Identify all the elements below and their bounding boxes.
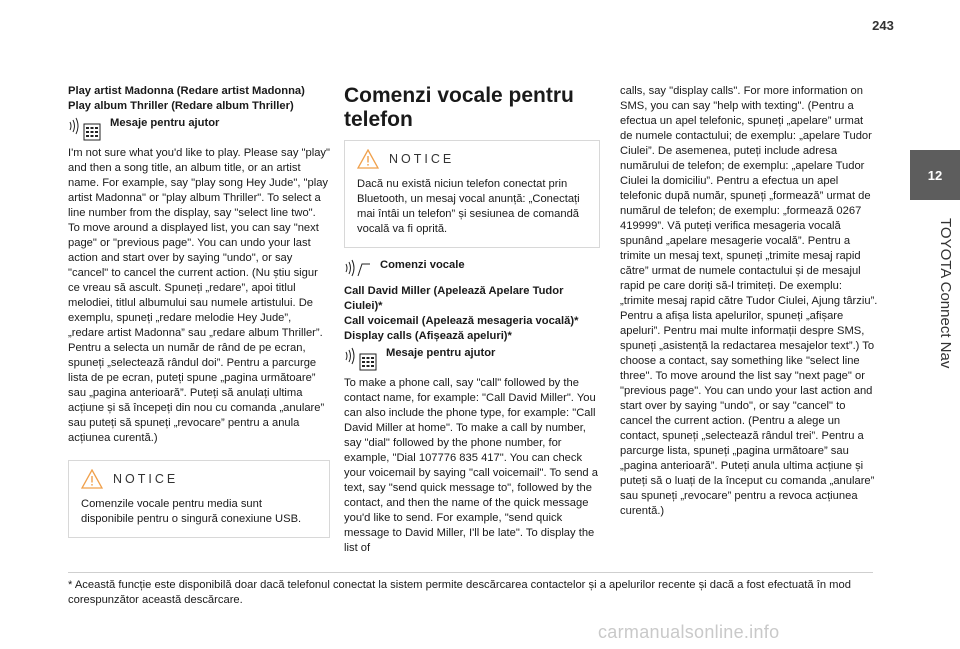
warning-icon: [81, 469, 103, 489]
notice-label: NOTICE: [389, 151, 455, 166]
voice-help-icon: [68, 116, 104, 142]
help-messages-label: Mesaje pentru ajutor: [386, 347, 496, 359]
help-message-text: I'm not sure what you'd like to play. Please say "play" and then a song title, an album title, or an artist name. For example, say "play song Hey Jude", "play artist Madonna" or "play album Thriller". To select a line number from the display, say "select line two". To move around a displayed list, you can say "next page" or "previous page". You can undo your last action and start over by saying "undo", or say "cancel" to cancel the current action. (Nu știu sigur ce vreau să ascult. Spuneți „redare”, apoi titlul melodiei, titlul albumului sau numele artistului. De exemplu, spuneți „redare melodie Hey Jude”, „redare artist Madonna” sau „redare album Thriller”. Pentru a selecta un număr de rând de pe ecran, spuneți „selectează rândul doi”. Pentru a parcurge lista de pe ecran, puteți spune „pagina următoare” sau „pagina anterioară”. Puteți să anulați ultima acțiune și să începeți din nou cu comanda „anulare” sau puteți să spuneți „revocare” pentru a anula acțiunea curentă.): [68, 147, 330, 444]
voice-help-icon: [344, 346, 380, 372]
column-2: [344, 84, 600, 556]
help-messages-row: [68, 116, 330, 142]
voice-commands-row: [344, 258, 600, 280]
voice-command: Play album Thriller (Redare album Thriller): [68, 100, 294, 112]
watermark: carmanualsonline.info: [598, 622, 780, 642]
section-heading: Comenzi vocale pentru telefon: [344, 84, 574, 131]
footnote-divider: [68, 572, 873, 573]
voice-command: Call David Miller (Apelează Apelare Tudor Ciulei)*: [344, 285, 564, 312]
column-1: [68, 84, 330, 538]
voice-command: Display calls (Afișează apeluri)*: [344, 330, 512, 342]
voice-command: Call voicemail (Apelează mesageria vocală)*: [344, 315, 579, 327]
page-number: 243: [872, 18, 894, 33]
notice-label: NOTICE: [113, 471, 179, 486]
column-3: [620, 84, 878, 519]
voice-icon: [344, 258, 374, 280]
voice-command: Play artist Madonna (Redare artist Madonna): [68, 85, 305, 97]
chapter-title-text: TOYOTA Connect Nav: [937, 218, 954, 369]
notice-text: Comenzile vocale pentru media sunt disponibile pentru o singură conexiune USB.: [81, 498, 302, 525]
help-message-text-continued: calls, say "display calls". For more information on SMS, you can say "help with texting". (Pentru a efectua un apel telefonic, spuneți „apelare” urmat de numele contactului; de exemplu: „apelare Tudor Ciulei”. De asemenea, puteți include adresa numărului de telefon; de exemplu: „apelare Tudor Ciulei la domiciliu”. Pentru a efectua un apel telefonic după număr, spuneți „formează” urmat de numărul de telefon; de exemplu: „formează 0267 419999”. Vă puteți verifica mesageria vocală spunând „apelare mesagerie vocală”. Pentru a trimite un mesaj text, spuneți „trimite mesaj rapid către” urmat de numele contactului și de mesajul rapid pe care doriți să-l trimiteți. De exemplu: „trimite mesaj rapid către Tudor Ciulei, Ajung târziu”. Pentru a afișa lista apelurilor, spuneți „afișare apeluri”. Pentru mai multe informații despre SMS, spuneți „asistență la redactarea mesajelor text”.) To choose a contact, say something like "select line three". To move around the list say "next page" or "previous page". You can undo your last action and start over by saying "undo", or say "cancel" to cancel the current action. (Pentru a alege un contact, spuneți „selectează rândul trei”. Pentru a parcurge lista, spuneți „pagina următoare” sau „pagina anterioară”. Puteți anula ultima acțiune și puteți să o luați de la început cu comanda „anulare” sau spuneți „revocare” pentru a revoca acțiunea curentă.): [620, 85, 878, 517]
help-message-text: To make a phone call, say "call" followed by the contact name, for example: "Call David Miller". You can also include the phone type, for example: "Call David Miller at home". To make a call by number, say "dial" followed by the phone number, for example, "Dial 107776 835 417". You can check your voicemail by saying "call voicemail". To send a text, say "send quick message to", followed by the contact, and then the name of the quick message you'd like to send. For example, "send quick message to David Miller, I'll be late". To display the list of: [344, 377, 598, 554]
help-messages-row: [344, 346, 600, 372]
help-messages-label: Mesaje pentru ajutor: [110, 117, 220, 129]
footnote: * Această funcție este disponibilă doar dacă telefonul conectat la sistem permite descărcarea contactelor și a apelurilor recente și dacă a fost efectuată în mod corespunzător această descărcare.: [68, 579, 851, 606]
warning-icon: [357, 149, 379, 169]
notice-box: [68, 460, 330, 538]
chapter-title: [893, 218, 960, 369]
notice-text: Dacă nu există niciun telefon conectat prin Bluetooth, un mesaj vocal anunță: „Conectați mai întâi un telefon” și sesiunea de comandă vocală va fi oprită.: [357, 178, 580, 235]
notice-box: [344, 140, 600, 248]
chapter-tab[interactable]: 12: [910, 150, 960, 200]
voice-commands-label: Comenzi vocale: [380, 259, 465, 271]
